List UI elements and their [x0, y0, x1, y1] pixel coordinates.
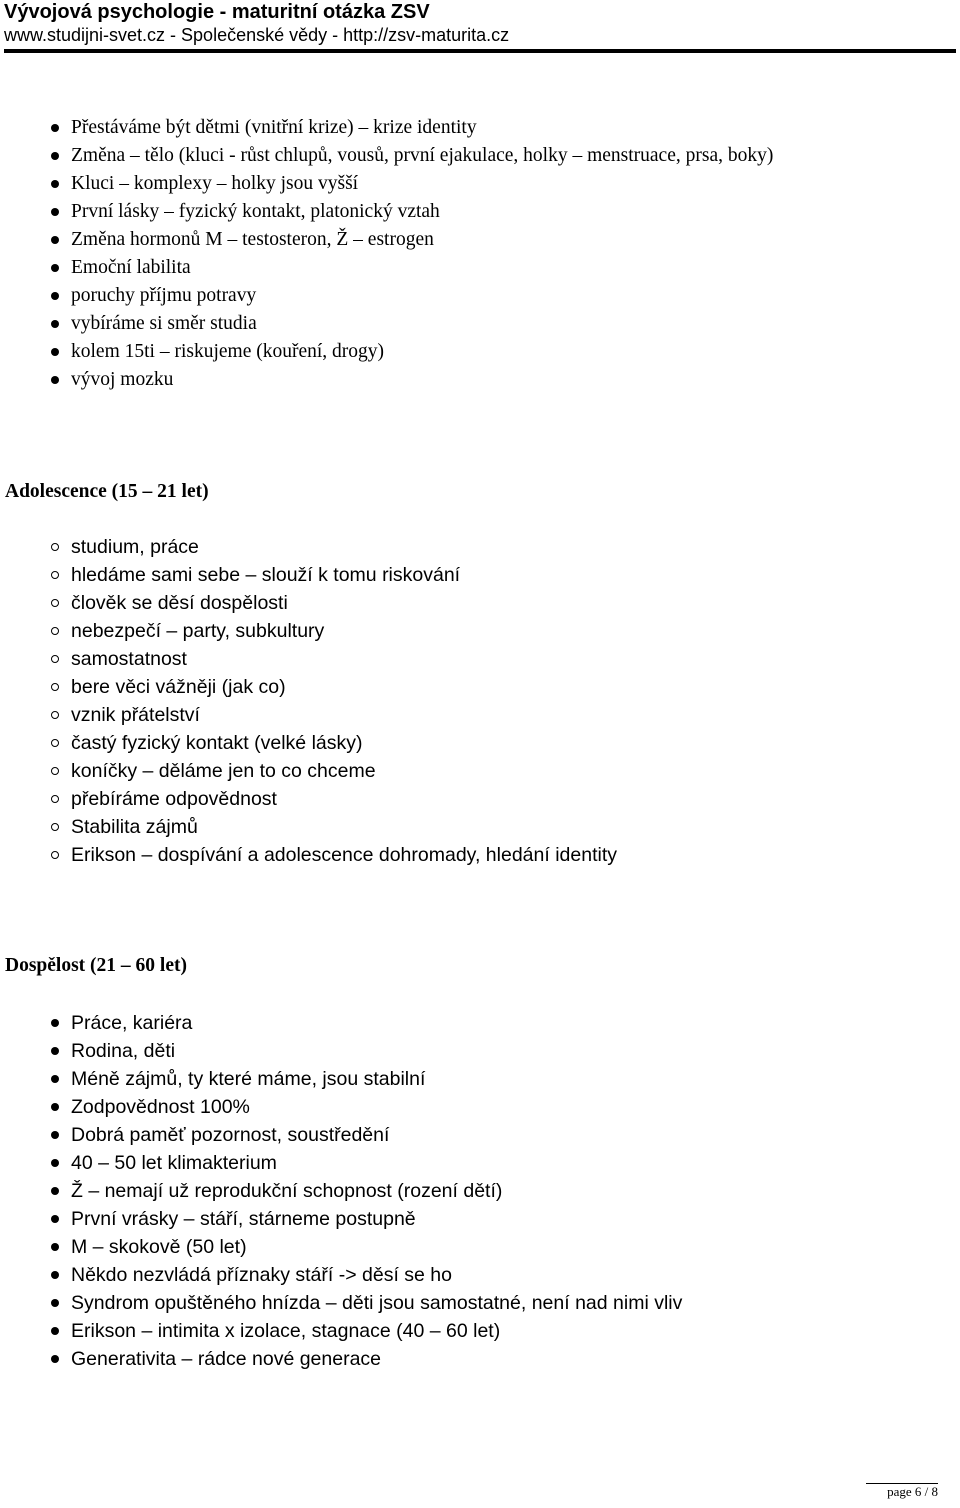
bullet-icon — [51, 1243, 59, 1251]
bullet-icon — [51, 124, 59, 132]
bullet-icon — [51, 1131, 59, 1139]
list-item: Emoční labilita — [0, 254, 773, 282]
bullet-icon — [51, 1159, 59, 1167]
list-item: Stabilita zájmů — [0, 813, 617, 841]
bullet-icon — [51, 376, 59, 384]
bullet-icon — [51, 292, 59, 300]
bullet-icon — [51, 208, 59, 216]
bullet-icon — [51, 1299, 59, 1307]
bullet-icon — [51, 543, 59, 551]
list-item: Rodina, děti — [0, 1037, 682, 1065]
list-adolescence — [0, 533, 617, 869]
bullet-icon — [51, 851, 59, 859]
list-item: poruchy příjmu potravy — [0, 282, 773, 310]
list-item: samostatnost — [0, 645, 617, 673]
list-item: člověk se děsí dospělosti — [0, 589, 617, 617]
list-puberty — [0, 114, 773, 394]
list-item: kolem 15ti – riskujeme (kouření, drogy) — [0, 338, 773, 366]
bullet-icon — [51, 767, 59, 775]
list-item: nebezpečí – party, subkultury — [0, 617, 617, 645]
list-item: přebíráme odpovědnost — [0, 785, 617, 813]
list-item: První lásky – fyzický kontakt, platonický vztah — [0, 198, 773, 226]
document-title: Vývojová psychologie - maturitní otázka ZSV — [4, 1, 430, 23]
document-subtitle: www.studijni-svet.cz - Společenské vědy - http://zsv-maturita.cz — [4, 25, 510, 45]
bullet-icon — [51, 599, 59, 607]
list-item: koníčky – děláme jen to co chceme — [0, 757, 617, 785]
list-item: Změna hormonů M – testosteron, Ž – estrogen — [0, 226, 773, 254]
bullet-icon — [51, 711, 59, 719]
page-number: page 6 / 8 — [887, 1484, 938, 1499]
list-item: Méně zájmů, ty které máme, jsou stabilní — [0, 1065, 682, 1093]
list-adulthood — [0, 1009, 682, 1373]
list-item: Někdo nezvládá příznaky stáří -> děsí se ho — [0, 1261, 682, 1289]
list-item: První vrásky – stáří, stárneme postupně — [0, 1205, 682, 1233]
list-item: Změna – tělo (kluci - růst chlupů, vousů, první ejakulace, holky – menstruace, prsa, boky) — [0, 142, 773, 170]
section-heading-adolescence: Adolescence (15 – 21 let) — [5, 481, 209, 502]
bullet-icon — [51, 320, 59, 328]
bullet-icon — [51, 1019, 59, 1027]
header-divider — [4, 49, 956, 53]
bullet-icon — [51, 1271, 59, 1279]
bullet-icon — [51, 655, 59, 663]
bullet-icon — [51, 739, 59, 747]
list-item: 40 – 50 let klimakterium — [0, 1149, 682, 1177]
bullet-icon — [51, 683, 59, 691]
list-item: Práce, kariéra — [0, 1009, 682, 1037]
bullet-icon — [51, 1103, 59, 1111]
list-item: Přestáváme být dětmi (vnitřní krize) – krize identity — [0, 114, 773, 142]
list-item: častý fyzický kontakt (velké lásky) — [0, 729, 617, 757]
bullet-icon — [51, 1047, 59, 1055]
bullet-icon — [51, 1355, 59, 1363]
list-item: Generativita – rádce nové generace — [0, 1345, 682, 1373]
bullet-icon — [51, 627, 59, 635]
bullet-icon — [51, 823, 59, 831]
list-item: Dobrá paměť pozornost, soustředění — [0, 1121, 682, 1149]
bullet-icon — [51, 264, 59, 272]
list-item: vybíráme si směr studia — [0, 310, 773, 338]
list-item: Syndrom opuštěného hnízda – děti jsou samostatné, není nad nimi vliv — [0, 1289, 682, 1317]
bullet-icon — [51, 795, 59, 803]
list-item: studium, práce — [0, 533, 617, 561]
list-item: Kluci – komplexy – holky jsou vyšší — [0, 170, 773, 198]
bullet-icon — [51, 1215, 59, 1223]
bullet-icon — [51, 571, 59, 579]
bullet-icon — [51, 1075, 59, 1083]
bullet-icon — [51, 1187, 59, 1195]
list-item: Ž – nemají už reprodukční schopnost (rození dětí) — [0, 1177, 682, 1205]
bullet-icon — [51, 236, 59, 244]
bullet-icon — [51, 152, 59, 160]
list-item: Erikson – dospívání a adolescence dohromady, hledání identity — [0, 841, 617, 869]
list-item: vznik přátelství — [0, 701, 617, 729]
list-item: bere věci vážněji (jak co) — [0, 673, 617, 701]
bullet-icon — [51, 180, 59, 188]
bullet-icon — [51, 348, 59, 356]
list-item: Erikson – intimita x izolace, stagnace (40 – 60 let) — [0, 1317, 682, 1345]
page-header — [4, 0, 956, 53]
list-item: M – skokově (50 let) — [0, 1233, 682, 1261]
list-item: Zodpovědnost 100% — [0, 1093, 682, 1121]
section-heading-adulthood: Dospělost (21 – 60 let) — [5, 955, 187, 976]
list-item: vývoj mozku — [0, 366, 773, 394]
list-item: hledáme sami sebe – slouží k tomu riskování — [0, 561, 617, 589]
bullet-icon — [51, 1327, 59, 1335]
